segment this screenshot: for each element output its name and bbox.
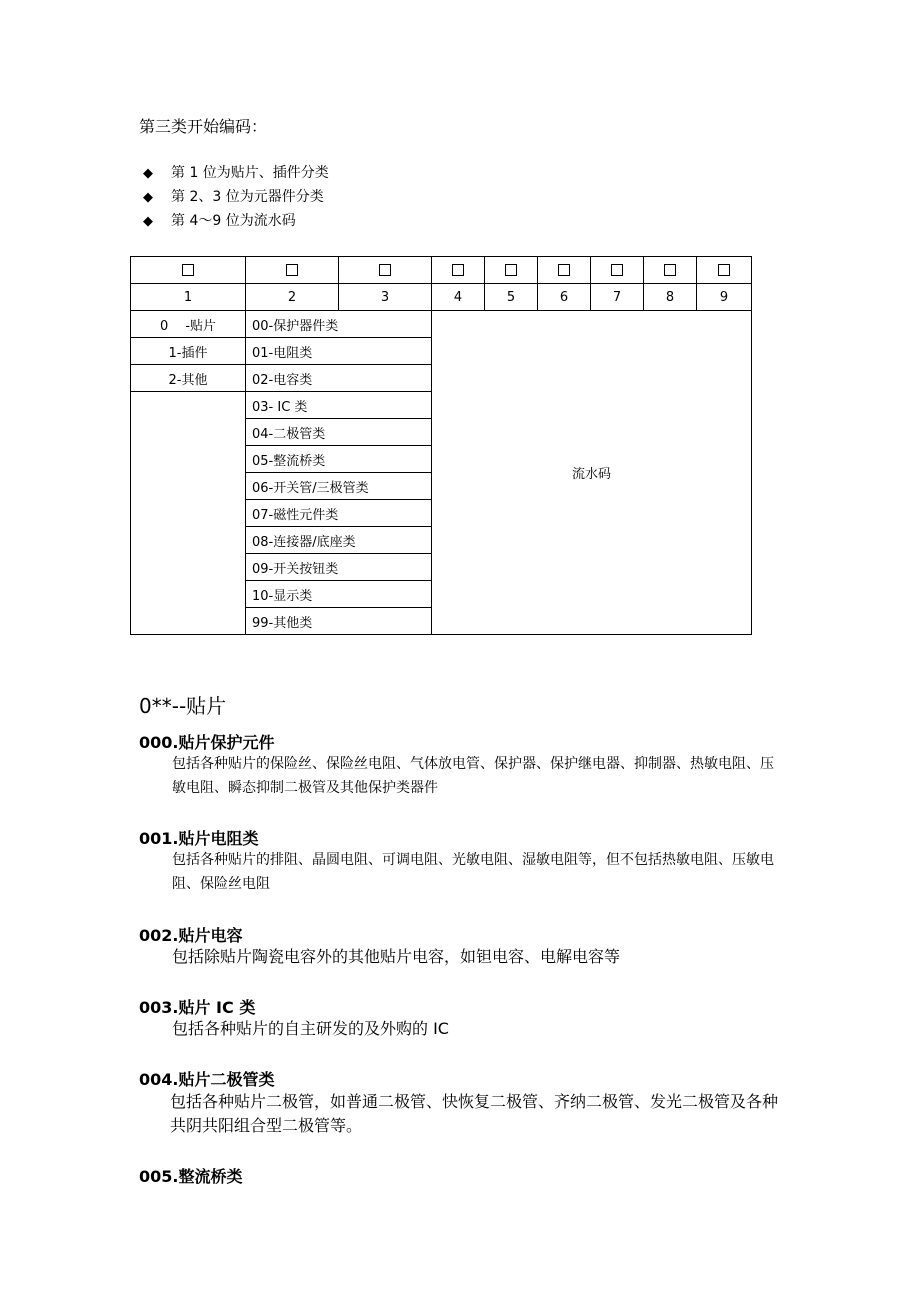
bullet-item: ◆ 第 1 位为贴片、插件分类	[143, 165, 329, 181]
square-icon	[558, 264, 570, 276]
mount-type-cell: 2-其他	[131, 365, 246, 392]
position-box	[591, 257, 644, 284]
category-cell: 00-保护器件类	[246, 311, 432, 338]
diamond-bullet-icon: ◆	[143, 214, 153, 229]
entry-title: 003.贴片 IC 类	[139, 998, 256, 1017]
entry-description: 包括各种贴片的保险丝、保险丝电阻、气体放电管、保护器、保护继电器、抑制器、热敏电阻、压敏电阻、瞬态抑制二极管及其他保护类器件	[172, 756, 774, 796]
position-number-row	[131, 284, 752, 311]
checkbox-row	[131, 257, 752, 284]
position-number: 8	[644, 284, 697, 311]
position-box	[339, 257, 432, 284]
category-cell: 99-其他类	[246, 608, 432, 635]
empty-cell	[131, 392, 246, 635]
category-cell: 04-二极管类	[246, 419, 432, 446]
square-icon	[718, 264, 730, 276]
entry-title: 004.贴片二极管类	[139, 1070, 275, 1089]
category-cell: 08-连接器/底座类	[246, 527, 432, 554]
position-number: 9	[697, 284, 752, 311]
position-number: 3	[339, 284, 432, 311]
category-cell: 05-整流桥类	[246, 446, 432, 473]
page-heading: 第三类开始编码：	[139, 117, 268, 136]
code-structure-table	[130, 256, 752, 635]
serial-number-cell: 流水码	[432, 311, 752, 635]
entry-description: 包括各种贴片二极管，如普通二极管、快恢复二极管、齐纳二极管、发光二极管及各种共阴共阳组合型二极管等。	[170, 1092, 779, 1135]
square-icon	[182, 264, 194, 276]
position-box	[644, 257, 697, 284]
position-box	[485, 257, 538, 284]
position-number: 7	[591, 284, 644, 311]
diamond-bullet-icon: ◆	[143, 166, 153, 181]
entry-description: 包括各种贴片的自主研发的及外购的 IC	[172, 1019, 449, 1038]
square-icon	[664, 264, 676, 276]
entry-title: 000.贴片保护元件	[139, 733, 275, 752]
position-number: 6	[538, 284, 591, 311]
mount-type-cell: 0 -贴片	[131, 311, 246, 338]
category-cell: 07-磁性元件类	[246, 500, 432, 527]
position-box	[131, 257, 246, 284]
category-cell: 03- IC 类	[246, 392, 432, 419]
square-icon	[286, 264, 298, 276]
category-cell: 09-开关按钮类	[246, 554, 432, 581]
position-box	[538, 257, 591, 284]
table-row	[131, 311, 752, 338]
diamond-bullet-icon: ◆	[143, 190, 153, 205]
bullet-item: ◆ 第 2、3 位为元器件分类	[143, 189, 324, 205]
position-number: 2	[246, 284, 339, 311]
section-title: 0**--贴片	[139, 694, 227, 718]
square-icon	[505, 264, 517, 276]
square-icon	[379, 264, 391, 276]
category-cell: 02-电容类	[246, 365, 432, 392]
position-number: 4	[432, 284, 485, 311]
position-box	[246, 257, 339, 284]
entry-description: 包括除贴片陶瓷电容外的其他贴片电容，如钽电容、电解电容等	[172, 947, 621, 966]
position-box	[432, 257, 485, 284]
mount-type-cell: 1-插件	[131, 338, 246, 365]
bullet-item: ◆ 第 4～9 位为流水码	[143, 213, 296, 229]
position-number: 5	[485, 284, 538, 311]
square-icon	[452, 264, 464, 276]
entry-description: 包括各种贴片的排阻、晶圆电阻、可调电阻、光敏电阻、湿敏电阻等，但不包括热敏电阻、压敏电阻、保险丝电阻	[172, 852, 774, 892]
category-cell: 06-开关管/三极管类	[246, 473, 432, 500]
entry-title: 005.整流桥类	[139, 1167, 243, 1186]
category-cell: 10-显示类	[246, 581, 432, 608]
entry-title: 002.贴片电容	[139, 926, 243, 945]
square-icon	[611, 264, 623, 276]
position-box	[697, 257, 752, 284]
category-cell: 01-电阻类	[246, 338, 432, 365]
position-number: 1	[131, 284, 246, 311]
entry-title: 001.贴片电阻类	[139, 829, 259, 848]
